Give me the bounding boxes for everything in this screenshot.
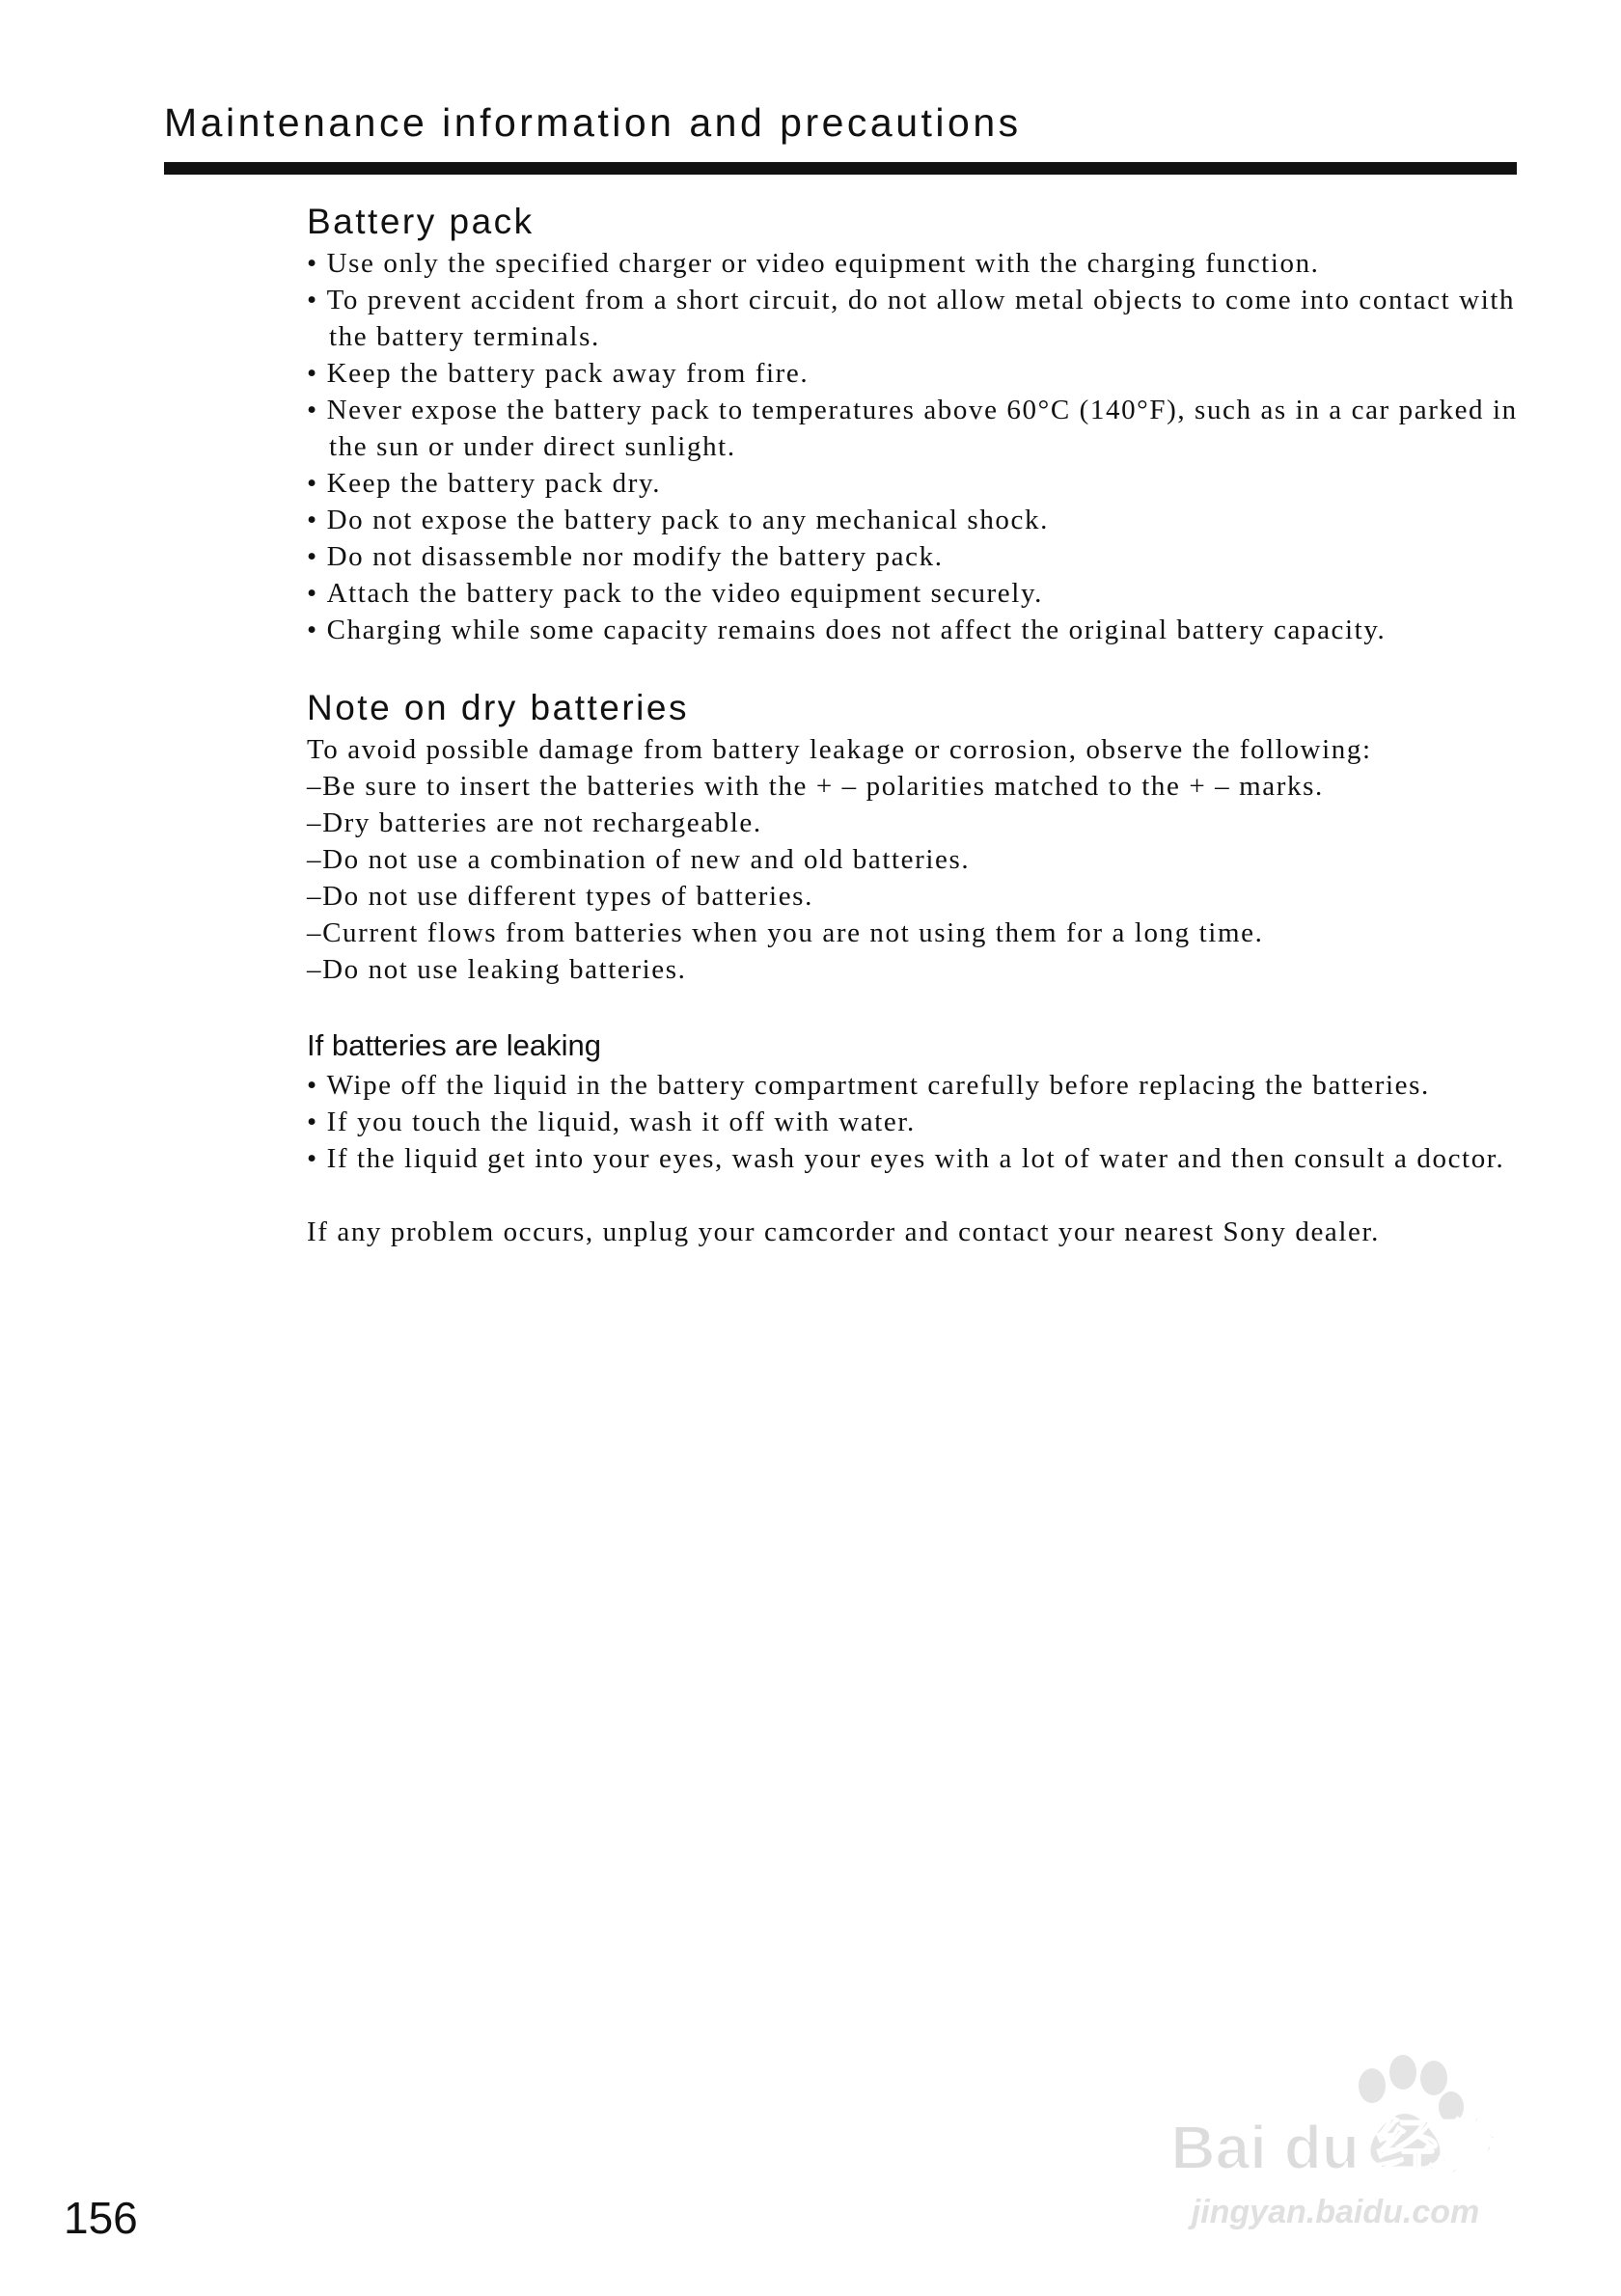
list-item: • Keep the battery pack away from fire.: [307, 355, 1561, 392]
watermark-url: jingyan.baidu.com: [1191, 2194, 1480, 2230]
page-content: [307, 199, 1561, 1250]
dry-batteries-list: [307, 768, 1561, 988]
list-item: • Do not expose the battery pack to any mechanical shock.: [307, 502, 1561, 538]
list-item: – Do not use leaking batteries.: [307, 951, 1561, 988]
list-item: – Current flows from batteries when you are not using them for a long time.: [307, 915, 1561, 951]
baidu-watermark: [1142, 2043, 1528, 2241]
battery-pack-section: [307, 199, 1561, 648]
list-item: • Wipe off the liquid in the battery compartment carefully before replacing the batteries.: [307, 1067, 1561, 1104]
list-item: • If the liquid get into your eyes, wash your eyes with a lot of water and then consult a doctor.: [307, 1140, 1561, 1177]
list-item: • Charging while some capacity remains does not affect the original battery capacity.: [307, 612, 1561, 648]
spacer: [307, 1177, 1561, 1214]
list-item: – Dry batteries are not rechargeable.: [307, 805, 1561, 841]
spacer: [307, 648, 1561, 685]
list-item: • Do not disassemble nor modify the battery pack.: [307, 538, 1561, 575]
list-item: • To prevent accident from a short circuit, do not allow metal objects to come into contact with the battery terminals.: [307, 282, 1561, 355]
list-item: • Keep the battery pack dry.: [307, 465, 1561, 502]
baidu-paw-logo-icon: [1142, 2043, 1528, 2236]
list-item: • Use only the specified charger or video equipment with the charging function.: [307, 245, 1561, 282]
page-header-title: Maintenance information and precautions: [164, 100, 1022, 145]
list-item: • Attach the battery pack to the video equipment securely.: [307, 575, 1561, 612]
battery-pack-title: Battery pack: [307, 202, 535, 241]
leaking-section: [307, 1025, 1561, 1177]
leaking-title: If batteries are leaking: [307, 1028, 602, 1062]
battery-pack-list: [307, 245, 1561, 648]
list-item: • Never expose the battery pack to temperatures above 60°C (140°F), such as in a car parked in the sun or under direct sunlight.: [307, 392, 1561, 465]
leaking-list: [307, 1067, 1561, 1177]
watermark-brand: Bai du 经验: [1170, 2113, 1500, 2182]
list-item: – Do not use different types of batteries.: [307, 878, 1561, 915]
header-rule: [164, 162, 1517, 175]
closing-note: If any problem occurs, unplug your camcorder and contact your nearest Sony dealer.: [307, 1216, 1381, 1247]
list-item: • If you touch the liquid, wash it off with water.: [307, 1104, 1561, 1140]
dry-batteries-title: Note on dry batteries: [307, 688, 689, 727]
dry-batteries-intro: To avoid possible damage from battery leakage or corrosion, observe the following:: [307, 734, 1372, 765]
list-item: – Be sure to insert the batteries with the + – polarities matched to the + – marks.: [307, 768, 1561, 805]
page-number: 156: [64, 2193, 138, 2243]
dry-batteries-section: [307, 685, 1561, 988]
spacer: [307, 988, 1561, 1025]
list-item: – Do not use a combination of new and old batteries.: [307, 841, 1561, 878]
